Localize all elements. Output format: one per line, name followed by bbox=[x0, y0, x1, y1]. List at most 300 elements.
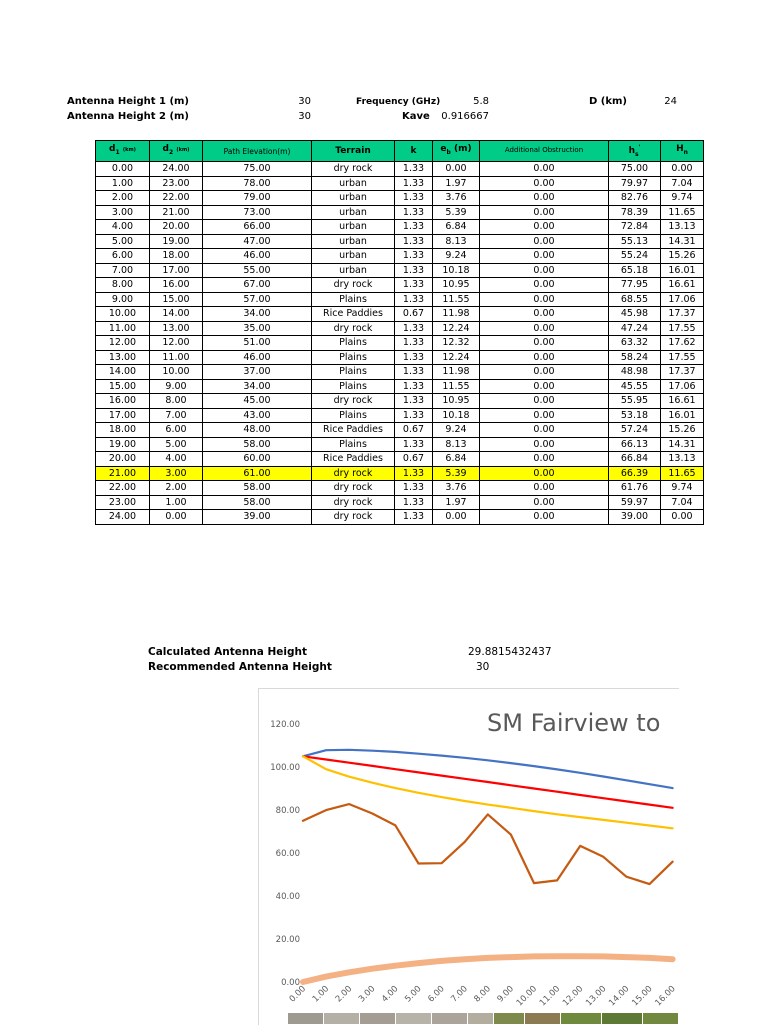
hn-cell[interactable]: 7.04 bbox=[661, 495, 704, 510]
d1-cell[interactable]: 12.00 bbox=[96, 336, 150, 351]
hs-cell[interactable]: 53.18 bbox=[609, 408, 661, 423]
path-elevation-cell[interactable]: 61.00 bbox=[203, 466, 312, 481]
header-path-elevation[interactable]: Path Elevation(m) bbox=[203, 141, 312, 162]
hs-cell[interactable]: 59.97 bbox=[609, 495, 661, 510]
path-elevation-cell[interactable]: 67.00 bbox=[203, 278, 312, 293]
path-elevation-cell[interactable]: 46.00 bbox=[203, 350, 312, 365]
hn-cell[interactable]: 17.37 bbox=[661, 365, 704, 380]
header-k[interactable]: k bbox=[395, 141, 433, 162]
hn-cell[interactable]: 16.61 bbox=[661, 394, 704, 409]
y-tick-label: 100.00 bbox=[270, 763, 300, 773]
hn-cell[interactable]: 17.55 bbox=[661, 321, 704, 336]
d1-cell[interactable]: 9.00 bbox=[96, 292, 150, 307]
x-tick-label: 16.00 bbox=[653, 984, 678, 1009]
additional-obstruction-cell[interactable]: 0.00 bbox=[480, 191, 609, 206]
k-cell[interactable]: 1.33 bbox=[395, 292, 433, 307]
table-row bbox=[96, 162, 704, 177]
x-tick-label: 15.00 bbox=[630, 984, 655, 1009]
y-tick-label: 60.00 bbox=[275, 849, 300, 859]
additional-obstruction-cell[interactable]: 0.00 bbox=[480, 394, 609, 409]
d2-cell[interactable]: 10.00 bbox=[150, 365, 203, 380]
path-elevation-cell[interactable]: 34.00 bbox=[203, 379, 312, 394]
path-elevation-cell[interactable]: 58.00 bbox=[203, 481, 312, 496]
calculated-antenna-height-value[interactable]: 29.8815432437 bbox=[468, 646, 552, 658]
additional-obstruction-cell[interactable]: 0.00 bbox=[480, 481, 609, 496]
antenna-height-2-label: Antenna Height 2 (m) bbox=[67, 111, 190, 122]
terrain-cell[interactable]: dry rock bbox=[312, 510, 395, 525]
hn-cell[interactable]: 16.01 bbox=[661, 263, 704, 278]
terrain-cell[interactable]: dry rock bbox=[312, 278, 395, 293]
eb-cell[interactable]: 6.84 bbox=[433, 452, 480, 467]
eb-cell[interactable]: 3.76 bbox=[433, 481, 480, 496]
hn-cell[interactable]: 17.06 bbox=[661, 292, 704, 307]
antenna-height-1-label: Antenna Height 1 (m) bbox=[67, 96, 190, 107]
d2-cell[interactable]: 23.00 bbox=[150, 176, 203, 191]
d2-cell[interactable]: 9.00 bbox=[150, 379, 203, 394]
table-row bbox=[96, 437, 704, 452]
table-row bbox=[96, 394, 704, 409]
hs-cell[interactable]: 58.24 bbox=[609, 350, 661, 365]
k-cell[interactable]: 0.67 bbox=[395, 452, 433, 467]
k-cell[interactable]: 1.33 bbox=[395, 220, 433, 235]
k-cell[interactable]: 1.33 bbox=[395, 379, 433, 394]
eb-cell[interactable]: 12.24 bbox=[433, 350, 480, 365]
hs-cell[interactable]: 45.55 bbox=[609, 379, 661, 394]
series-line-3 bbox=[303, 804, 673, 884]
terrain-cell[interactable]: urban bbox=[312, 191, 395, 206]
terrain-cell[interactable]: urban bbox=[312, 263, 395, 278]
additional-obstruction-cell[interactable]: 0.00 bbox=[480, 379, 609, 394]
terrain-cell[interactable]: Plains bbox=[312, 408, 395, 423]
eb-cell[interactable]: 11.98 bbox=[433, 365, 480, 380]
terrain-cell[interactable]: dry rock bbox=[312, 466, 395, 481]
hs-cell[interactable]: 63.32 bbox=[609, 336, 661, 351]
d2-cell[interactable]: 8.00 bbox=[150, 394, 203, 409]
path-elevation-cell[interactable]: 35.00 bbox=[203, 321, 312, 336]
table-row bbox=[96, 365, 704, 380]
terrain-cell[interactable]: Rice Paddies bbox=[312, 307, 395, 322]
d2-cell[interactable]: 5.00 bbox=[150, 437, 203, 452]
table-row bbox=[96, 350, 704, 365]
eb-cell[interactable]: 8.13 bbox=[433, 234, 480, 249]
path-elevation-cell[interactable]: 34.00 bbox=[203, 307, 312, 322]
hn-cell[interactable]: 15.26 bbox=[661, 249, 704, 264]
terrain-cell[interactable]: Plains bbox=[312, 365, 395, 380]
x-tick-label: 0.00 bbox=[287, 984, 309, 1005]
x-tick-label: 6.00 bbox=[426, 984, 447, 1005]
path-elevation-cell[interactable]: 57.00 bbox=[203, 292, 312, 307]
hs-cell[interactable]: 79.97 bbox=[609, 176, 661, 191]
hs-cell[interactable]: 61.76 bbox=[609, 481, 661, 496]
frequency-label: Frequency (GHz) bbox=[356, 97, 441, 107]
eb-cell[interactable]: 5.39 bbox=[433, 205, 480, 220]
kave-label: Kave bbox=[402, 111, 430, 122]
series-line-2 bbox=[303, 756, 673, 828]
hs-cell[interactable]: 48.98 bbox=[609, 365, 661, 380]
d1-cell[interactable]: 15.00 bbox=[96, 379, 150, 394]
header-hn[interactable]: $H_n$ bbox=[661, 141, 704, 162]
table-row bbox=[96, 307, 704, 322]
y-tick-label: 40.00 bbox=[275, 892, 300, 902]
hn-cell[interactable]: 0.00 bbox=[661, 162, 704, 177]
k-cell[interactable]: 1.33 bbox=[395, 481, 433, 496]
hs-cell[interactable]: 65.18 bbox=[609, 263, 661, 278]
eb-cell[interactable]: 8.13 bbox=[433, 437, 480, 452]
k-cell[interactable]: 0.67 bbox=[395, 307, 433, 322]
table-row bbox=[96, 481, 704, 496]
k-cell[interactable]: 0.67 bbox=[395, 423, 433, 438]
hs-cell[interactable]: 39.00 bbox=[609, 510, 661, 525]
eb-cell[interactable]: 12.24 bbox=[433, 321, 480, 336]
table-row bbox=[96, 510, 704, 525]
hs-cell[interactable]: 82.76 bbox=[609, 191, 661, 206]
x-tick-label: 3.00 bbox=[356, 984, 378, 1005]
header-d2[interactable]: $d_2$ (km) bbox=[150, 141, 203, 162]
additional-obstruction-cell[interactable]: 0.00 bbox=[480, 437, 609, 452]
chart-title: SM Fairview to bbox=[487, 709, 661, 737]
d1-cell[interactable]: 23.00 bbox=[96, 495, 150, 510]
additional-obstruction-cell[interactable]: 0.00 bbox=[480, 350, 609, 365]
additional-obstruction-cell[interactable]: 0.00 bbox=[480, 234, 609, 249]
calculated-antenna-height-label: Calculated Antenna Height bbox=[148, 646, 308, 658]
hs-cell[interactable]: 78.39 bbox=[609, 205, 661, 220]
d2-cell[interactable]: 19.00 bbox=[150, 234, 203, 249]
additional-obstruction-cell[interactable]: 0.00 bbox=[480, 220, 609, 235]
eb-cell[interactable]: 9.24 bbox=[433, 249, 480, 264]
hs-cell[interactable]: 66.39 bbox=[609, 466, 661, 481]
d1-cell[interactable]: 0.00 bbox=[96, 162, 150, 177]
header-hs[interactable]: $h_s'$ bbox=[609, 141, 661, 162]
antenna-height-1-value[interactable]: 30 bbox=[298, 96, 311, 107]
d1-cell[interactable]: 16.00 bbox=[96, 394, 150, 409]
hn-cell[interactable]: 17.62 bbox=[661, 336, 704, 351]
x-tick-label: 4.00 bbox=[380, 984, 401, 1005]
d1-cell[interactable]: 2.00 bbox=[96, 191, 150, 206]
hn-cell[interactable]: 16.61 bbox=[661, 278, 704, 293]
table-row bbox=[96, 408, 704, 423]
eb-cell[interactable]: 1.97 bbox=[433, 176, 480, 191]
x-tick-label: 5.00 bbox=[403, 984, 424, 1005]
hs-cell[interactable]: 55.24 bbox=[609, 249, 661, 264]
d2-cell[interactable]: 14.00 bbox=[150, 307, 203, 322]
hn-cell[interactable]: 17.55 bbox=[661, 350, 704, 365]
k-cell[interactable]: 1.33 bbox=[395, 234, 433, 249]
table-row bbox=[96, 191, 704, 206]
x-tick-label: 1.00 bbox=[310, 984, 332, 1005]
hn-cell[interactable]: 11.65 bbox=[661, 466, 704, 481]
y-tick-label: 80.00 bbox=[275, 806, 300, 816]
eb-cell[interactable]: 6.84 bbox=[433, 220, 480, 235]
d1-cell[interactable]: 19.00 bbox=[96, 437, 150, 452]
d1-cell[interactable]: 5.00 bbox=[96, 234, 150, 249]
profile-chart[interactable] bbox=[258, 688, 679, 1025]
d2-cell[interactable]: 15.00 bbox=[150, 292, 203, 307]
terrain-cell[interactable]: Plains bbox=[312, 350, 395, 365]
additional-obstruction-cell[interactable]: 0.00 bbox=[480, 249, 609, 264]
additional-obstruction-cell[interactable]: 0.00 bbox=[480, 176, 609, 191]
recommended-antenna-height-value[interactable]: 30 bbox=[476, 661, 490, 673]
path-elevation-cell[interactable]: 48.00 bbox=[203, 423, 312, 438]
path-elevation-cell[interactable]: 45.00 bbox=[203, 394, 312, 409]
path-elevation-cell[interactable]: 75.00 bbox=[203, 162, 312, 177]
terrain-cell[interactable]: Rice Paddies bbox=[312, 452, 395, 467]
k-cell[interactable]: 1.33 bbox=[395, 350, 433, 365]
path-elevation-cell[interactable]: 46.00 bbox=[203, 249, 312, 264]
hs-cell[interactable]: 72.84 bbox=[609, 220, 661, 235]
path-elevation-cell[interactable]: 73.00 bbox=[203, 205, 312, 220]
kave-value[interactable]: 0.916667 bbox=[441, 111, 489, 122]
x-tick-label: 12.00 bbox=[561, 984, 586, 1009]
path-elevation-cell[interactable]: 39.00 bbox=[203, 510, 312, 525]
hs-cell[interactable]: 68.55 bbox=[609, 292, 661, 307]
hn-cell[interactable]: 11.65 bbox=[661, 205, 704, 220]
d2-cell[interactable]: 21.00 bbox=[150, 205, 203, 220]
k-cell[interactable]: 1.33 bbox=[395, 466, 433, 481]
eb-cell[interactable]: 10.18 bbox=[433, 263, 480, 278]
y-tick-label: 20.00 bbox=[275, 935, 300, 945]
terrain-cell[interactable]: dry rock bbox=[312, 481, 395, 496]
d1-cell[interactable]: 11.00 bbox=[96, 321, 150, 336]
parameters-block bbox=[0, 0, 768, 130]
d1-cell[interactable]: 10.00 bbox=[96, 307, 150, 322]
header-eb[interactable]: $e_b$ (m) bbox=[433, 141, 480, 162]
eb-cell[interactable]: 3.76 bbox=[433, 191, 480, 206]
d1-cell[interactable]: 1.00 bbox=[96, 176, 150, 191]
k-cell[interactable]: 1.33 bbox=[395, 437, 433, 452]
terrain-cell[interactable]: Plains bbox=[312, 379, 395, 394]
eb-cell[interactable]: 10.95 bbox=[433, 394, 480, 409]
hs-cell[interactable]: 55.95 bbox=[609, 394, 661, 409]
hs-cell[interactable]: 47.24 bbox=[609, 321, 661, 336]
k-cell[interactable]: 1.33 bbox=[395, 278, 433, 293]
terrain-cell[interactable]: Plains bbox=[312, 437, 395, 452]
additional-obstruction-cell[interactable]: 0.00 bbox=[480, 452, 609, 467]
y-tick-label: 0.00 bbox=[281, 978, 300, 988]
path-elevation-cell[interactable]: 66.00 bbox=[203, 220, 312, 235]
d2-cell[interactable]: 0.00 bbox=[150, 510, 203, 525]
path-elevation-cell[interactable]: 55.00 bbox=[203, 263, 312, 278]
eb-cell[interactable]: 10.95 bbox=[433, 278, 480, 293]
additional-obstruction-cell[interactable]: 0.00 bbox=[480, 510, 609, 525]
d1-cell[interactable]: 13.00 bbox=[96, 350, 150, 365]
terrain-cell[interactable]: urban bbox=[312, 176, 395, 191]
hn-cell[interactable]: 14.31 bbox=[661, 234, 704, 249]
hn-cell[interactable]: 13.13 bbox=[661, 452, 704, 467]
terrain-cell[interactable]: Rice Paddies bbox=[312, 423, 395, 438]
d2-cell[interactable]: 3.00 bbox=[150, 466, 203, 481]
eb-cell[interactable]: 0.00 bbox=[433, 162, 480, 177]
frequency-value[interactable]: 5.8 bbox=[473, 96, 489, 107]
d2-cell[interactable]: 4.00 bbox=[150, 452, 203, 467]
additional-obstruction-cell[interactable]: 0.00 bbox=[480, 263, 609, 278]
eb-cell[interactable]: 5.39 bbox=[433, 466, 480, 481]
hs-cell[interactable]: 45.98 bbox=[609, 307, 661, 322]
path-elevation-cell[interactable]: 79.00 bbox=[203, 191, 312, 206]
d2-cell[interactable]: 17.00 bbox=[150, 263, 203, 278]
eb-cell[interactable]: 9.24 bbox=[433, 423, 480, 438]
eb-cell[interactable]: 0.00 bbox=[433, 510, 480, 525]
x-tick-label: 11.00 bbox=[537, 984, 563, 1009]
series-line-1 bbox=[303, 756, 673, 808]
hn-cell[interactable]: 9.74 bbox=[661, 481, 704, 496]
d1-cell[interactable]: 7.00 bbox=[96, 263, 150, 278]
additional-obstruction-cell[interactable]: 0.00 bbox=[480, 336, 609, 351]
table-row bbox=[96, 336, 704, 351]
d1-cell[interactable]: 18.00 bbox=[96, 423, 150, 438]
eb-cell[interactable]: 11.55 bbox=[433, 292, 480, 307]
additional-obstruction-cell[interactable]: 0.00 bbox=[480, 292, 609, 307]
distance-label: D (km) bbox=[589, 96, 627, 107]
additional-obstruction-cell[interactable]: 0.00 bbox=[480, 278, 609, 293]
eb-cell[interactable]: 11.55 bbox=[433, 379, 480, 394]
terrain-cell[interactable]: Plains bbox=[312, 336, 395, 351]
d2-cell[interactable]: 22.00 bbox=[150, 191, 203, 206]
terrain-cell[interactable]: urban bbox=[312, 234, 395, 249]
k-cell[interactable]: 1.33 bbox=[395, 176, 433, 191]
k-cell[interactable]: 1.33 bbox=[395, 191, 433, 206]
k-cell[interactable]: 1.33 bbox=[395, 408, 433, 423]
path-elevation-cell[interactable]: 60.00 bbox=[203, 452, 312, 467]
hn-cell[interactable]: 13.13 bbox=[661, 220, 704, 235]
hn-cell[interactable]: 9.74 bbox=[661, 191, 704, 206]
hn-cell[interactable]: 16.01 bbox=[661, 408, 704, 423]
table-row bbox=[96, 176, 704, 191]
d1-cell[interactable]: 8.00 bbox=[96, 278, 150, 293]
x-tick-label: 10.00 bbox=[514, 984, 540, 1009]
d2-cell[interactable]: 13.00 bbox=[150, 321, 203, 336]
y-axis bbox=[270, 720, 300, 988]
k-cell[interactable]: 1.33 bbox=[395, 495, 433, 510]
additional-obstruction-cell[interactable]: 0.00 bbox=[480, 466, 609, 481]
series-group bbox=[303, 750, 673, 982]
hs-cell[interactable]: 66.13 bbox=[609, 437, 661, 452]
additional-obstruction-cell[interactable]: 0.00 bbox=[480, 321, 609, 336]
header-terrain[interactable]: Terrain bbox=[312, 141, 395, 162]
terrain-cell[interactable]: urban bbox=[312, 220, 395, 235]
x-tick-label: 2.00 bbox=[333, 984, 355, 1005]
distance-value[interactable]: 24 bbox=[664, 96, 677, 107]
terrain-cell[interactable]: dry rock bbox=[312, 495, 395, 510]
k-cell[interactable]: 1.33 bbox=[395, 249, 433, 264]
x-tick-label: 14.00 bbox=[607, 984, 632, 1009]
d2-cell[interactable]: 16.00 bbox=[150, 278, 203, 293]
d1-cell[interactable]: 6.00 bbox=[96, 249, 150, 264]
additional-obstruction-cell[interactable]: 0.00 bbox=[480, 423, 609, 438]
additional-obstruction-cell[interactable]: 0.00 bbox=[480, 307, 609, 322]
k-cell[interactable]: 1.33 bbox=[395, 162, 433, 177]
table-row bbox=[96, 292, 704, 307]
k-cell[interactable]: 1.33 bbox=[395, 510, 433, 525]
x-tick-label: 9.00 bbox=[495, 984, 517, 1005]
d2-cell[interactable]: 2.00 bbox=[150, 481, 203, 496]
terrain-cell[interactable]: urban bbox=[312, 205, 395, 220]
d1-cell[interactable]: 17.00 bbox=[96, 408, 150, 423]
d1-cell[interactable]: 3.00 bbox=[96, 205, 150, 220]
d2-cell[interactable]: 7.00 bbox=[150, 408, 203, 423]
table-row bbox=[96, 220, 704, 235]
path-elevation-cell[interactable]: 37.00 bbox=[203, 365, 312, 380]
terrain-cell[interactable]: dry rock bbox=[312, 321, 395, 336]
d2-cell[interactable]: 18.00 bbox=[150, 249, 203, 264]
terrain-cell[interactable]: Plains bbox=[312, 292, 395, 307]
k-cell[interactable]: 1.33 bbox=[395, 394, 433, 409]
hn-cell[interactable]: 17.06 bbox=[661, 379, 704, 394]
table-row bbox=[96, 466, 704, 481]
d1-cell[interactable]: 22.00 bbox=[96, 481, 150, 496]
hs-cell[interactable]: 77.95 bbox=[609, 278, 661, 293]
hn-cell[interactable]: 17.37 bbox=[661, 307, 704, 322]
d2-cell[interactable]: 6.00 bbox=[150, 423, 203, 438]
x-tick-label: 7.00 bbox=[449, 984, 470, 1005]
d1-cell[interactable]: 24.00 bbox=[96, 510, 150, 525]
chart-svg bbox=[259, 689, 679, 1025]
header-additional-obstruction[interactable]: Additional Obstruction bbox=[480, 141, 609, 162]
table-row bbox=[96, 249, 704, 264]
eb-cell[interactable]: 11.98 bbox=[433, 307, 480, 322]
k-cell[interactable]: 1.33 bbox=[395, 321, 433, 336]
hs-cell[interactable]: 57.24 bbox=[609, 423, 661, 438]
additional-obstruction-cell[interactable]: 0.00 bbox=[480, 365, 609, 380]
antenna-height-2-value[interactable]: 30 bbox=[298, 111, 311, 122]
d2-cell[interactable]: 12.00 bbox=[150, 336, 203, 351]
d1-cell[interactable]: 21.00 bbox=[96, 466, 150, 481]
header-d1[interactable]: $d_1$ (km) bbox=[96, 141, 150, 162]
terrain-cell[interactable]: urban bbox=[312, 249, 395, 264]
terrain-cell[interactable]: dry rock bbox=[312, 162, 395, 177]
path-elevation-cell[interactable]: 43.00 bbox=[203, 408, 312, 423]
additional-obstruction-cell[interactable]: 0.00 bbox=[480, 408, 609, 423]
d2-cell[interactable]: 20.00 bbox=[150, 220, 203, 235]
hn-cell[interactable]: 0.00 bbox=[661, 510, 704, 525]
path-elevation-cell[interactable]: 78.00 bbox=[203, 176, 312, 191]
x-tick-label: 13.00 bbox=[584, 984, 609, 1009]
d1-cell[interactable]: 20.00 bbox=[96, 452, 150, 467]
hn-cell[interactable]: 7.04 bbox=[661, 176, 704, 191]
d2-cell[interactable]: 24.00 bbox=[150, 162, 203, 177]
d1-cell[interactable]: 4.00 bbox=[96, 220, 150, 235]
additional-obstruction-cell[interactable]: 0.00 bbox=[480, 162, 609, 177]
k-cell[interactable]: 1.33 bbox=[395, 336, 433, 351]
additional-obstruction-cell[interactable]: 0.00 bbox=[480, 205, 609, 220]
table-row bbox=[96, 495, 704, 510]
hn-cell[interactable]: 14.31 bbox=[661, 437, 704, 452]
table-row bbox=[96, 205, 704, 220]
hs-cell[interactable]: 75.00 bbox=[609, 162, 661, 177]
k-cell[interactable]: 1.33 bbox=[395, 365, 433, 380]
k-cell[interactable]: 1.33 bbox=[395, 205, 433, 220]
eb-cell[interactable]: 1.97 bbox=[433, 495, 480, 510]
table-row bbox=[96, 234, 704, 249]
path-elevation-cell[interactable]: 47.00 bbox=[203, 234, 312, 249]
eb-cell[interactable]: 12.32 bbox=[433, 336, 480, 351]
hn-cell[interactable]: 15.26 bbox=[661, 423, 704, 438]
table-row bbox=[96, 452, 704, 467]
eb-cell[interactable]: 10.18 bbox=[433, 408, 480, 423]
hs-cell[interactable]: 66.84 bbox=[609, 452, 661, 467]
k-cell[interactable]: 1.33 bbox=[395, 263, 433, 278]
path-elevation-cell[interactable]: 58.00 bbox=[203, 437, 312, 452]
terrain-cell[interactable]: dry rock bbox=[312, 394, 395, 409]
d2-cell[interactable]: 1.00 bbox=[150, 495, 203, 510]
d2-cell[interactable]: 11.00 bbox=[150, 350, 203, 365]
d1-cell[interactable]: 14.00 bbox=[96, 365, 150, 380]
additional-obstruction-cell[interactable]: 0.00 bbox=[480, 495, 609, 510]
path-elevation-cell[interactable]: 58.00 bbox=[203, 495, 312, 510]
hs-cell[interactable]: 55.13 bbox=[609, 234, 661, 249]
path-elevation-cell[interactable]: 51.00 bbox=[203, 336, 312, 351]
table-header-row bbox=[96, 141, 704, 162]
recommended-antenna-height-label: Recommended Antenna Height bbox=[148, 661, 332, 673]
